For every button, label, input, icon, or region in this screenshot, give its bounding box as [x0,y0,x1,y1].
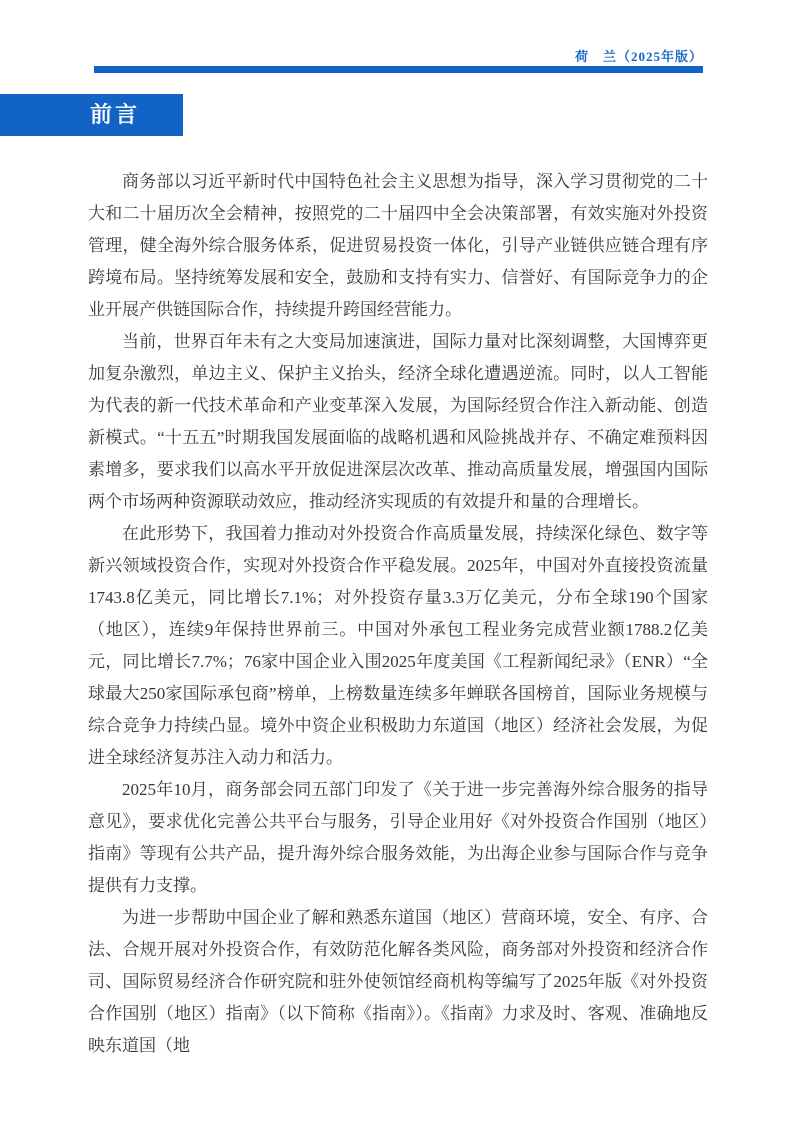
running-header-title: 荷 兰（2025年版） [574,49,703,64]
paragraph: 为进一步帮助中国企业了解和熟悉东道国（地区）营商环境，安全、有序、合法、合规开展对外投资合作，有效防范化解各类风险，商务部对外投资和经济合作司、国际贸易经济合作研究院和驻外使领馆经商机构等编写了2025年版《对外投资合作国别（地区）指南》（以下简称《指南》）。《指南》力求及时、客观、准确地反映东道国（地 [88,908,708,1055]
section-title-preface: 前言 [0,94,183,136]
header-rule [94,66,703,73]
paragraph: 商务部以习近平新时代中国特色社会主义思想为指导，深入学习贯彻党的二十大和二十届历次全会精神，按照党的二十届四中全会决策部署，有效实施对外投资管理，健全海外综合服务体系，促进贸易投资一体化，引导产业链供应链合理有序跨境布局。坚持统筹发展和安全，鼓励和支持有实力、信誉好、有国际竞争力的企业开展产供链国际合作，持续提升跨国经营能力。 [88,172,708,319]
preface-body [88,166,708,1062]
paragraph: 当前，世界百年未有之大变局加速演进，国际力量对比深刻调整，大国博弈更加复杂激烈，单边主义、保护主义抬头，经济全球化遭遇逆流。同时，以人工智能为代表的新一代技术革命和产业变革深入发展，为国际经贸合作注入新动能、创造新模式。“十五五”时期我国发展面临的战略机遇和风险挑战并存、不确定难预料因素增多，要求我们以高水平开放促进深层次改革、推动高质量发展，增强国内国际两个市场两种资源联动效应，推动经济实现质的有效提升和量的合理增长。 [88,332,708,511]
paragraph: 在此形势下，我国着力推动对外投资合作高质量发展，持续深化绿色、数字等新兴领域投资合作，实现对外投资合作平稳发展。2025年，中国对外直接投资流量1743.8亿美元，同比增长7.1%；对外投资存量3.3万亿美元，分布全球190个国家（地区），连续9年保持世界前三。中国对外承包工程业务完成营业额1788.2亿美元，同比增长7.7%；76家中国企业入围2025年度美国《工程新闻纪录》（ENR）“全球最大250家国际承包商”榜单，上榜数量连续多年蝉联各国榜首，国际业务规模与综合竞争力持续凸显。境外中资企业积极助力东道国（地区）经济社会发展，为促进全球经济复苏注入动力和活力。 [88,524,708,767]
paragraph: 2025年10月，商务部会同五部门印发了《关于进一步完善海外综合服务的指导意见》，要求优化完善公共平台与服务，引导企业用好《对外投资合作国别（地区）指南》等现有公共产品，提升海外综合服务效能，为出海企业参与国际合作与竞争提供有力支撑。 [88,780,708,895]
